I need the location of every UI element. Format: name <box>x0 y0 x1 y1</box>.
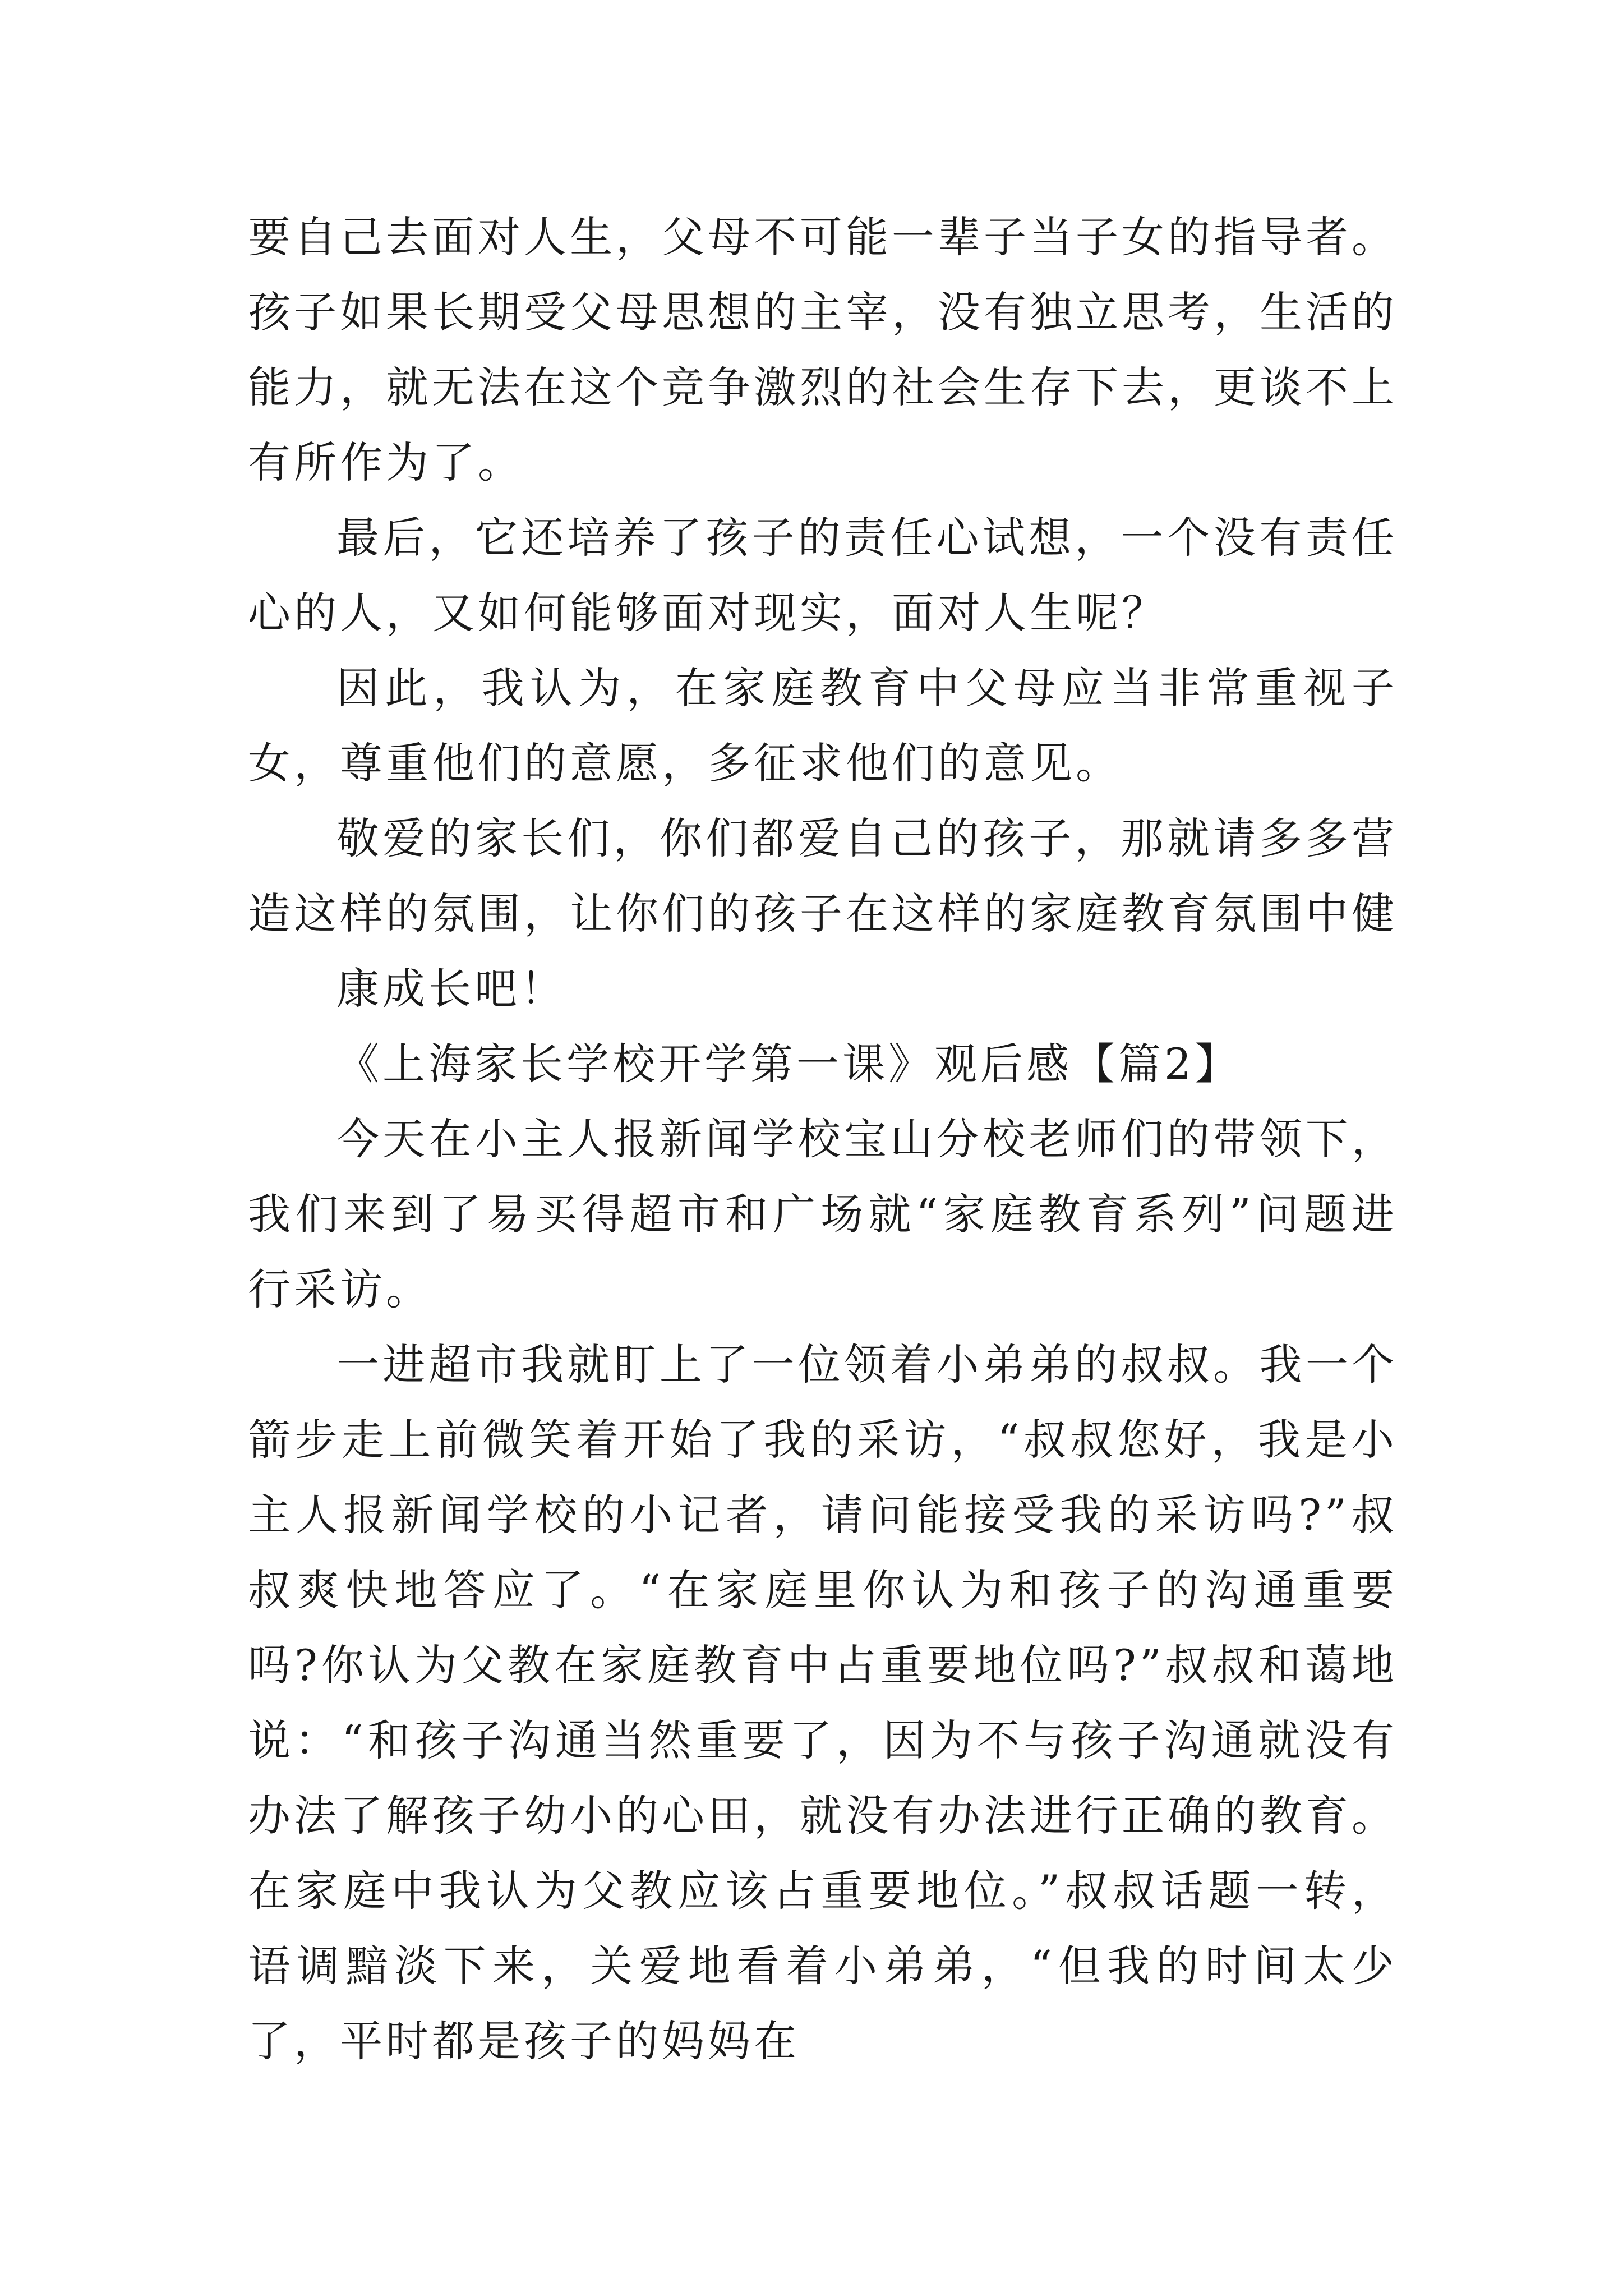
paragraph-conclusion: 因此，我认为，在家庭教育中父母应当非常重视子女，尊重他们的意愿，多征求他们的意见。 <box>248 663 1398 788</box>
paragraph-continuation: 要自己去面对人生，父母不可能一辈子当子女的指导者。孩子如果长期受父母思想的主宰，没有独立思考，生活的能力，就无法在这个竞争激烈的社会生存下去，更谈不上有所作为了。 <box>248 212 1398 487</box>
paragraph-appeal: 敬爱的家长们，你们都爱自己的孩子，那就请多多营造这样的氛围，让你们的孩子在这样的家庭教育氛围中健 <box>248 813 1398 938</box>
paragraph-intro: 今天在小主人报新闻学校宝山分校老师们的带领下，我们来到了易买得超市和广场就“家庭教育系列”问题进行采访。 <box>248 1114 1398 1314</box>
document-body <box>248 200 1398 2079</box>
section-heading: 《上海家长学校开学第一课》观后感【篇2】 <box>336 1039 1241 1089</box>
paragraph-interview: 一进超市我就盯上了一位领着小弟弟的叔叔。我一个箭步走上前微笑着开始了我的采访，“叔叔您好，我是小主人报新闻学校的小记者，请问能接受我的采访吗?”叔叔爽快地答应了。“在家庭里你认为和孩子的沟通重要吗?你认为父教在家庭教育中占重要地位吗?”叔叔和蔼地说：“和孩子沟通当然重要了，因为不与孩子沟通就没有办法了解孩子幼小的心田，就没有办法进行正确的教育。在家庭中我认为父教应该占重要地位。”叔叔话题一转，语调黯淡下来，关爱地看着小弟弟，“但我的时间太少了，平时都是孩子的妈妈在 <box>248 1340 1398 2066</box>
paragraph-responsibility: 最后，它还培养了孩子的责任心试想，一个没有责任心的人，又如何能够面对现实，面对人生呢？ <box>248 513 1398 638</box>
paragraph-appeal-end: 康成长吧！ <box>336 964 566 1014</box>
